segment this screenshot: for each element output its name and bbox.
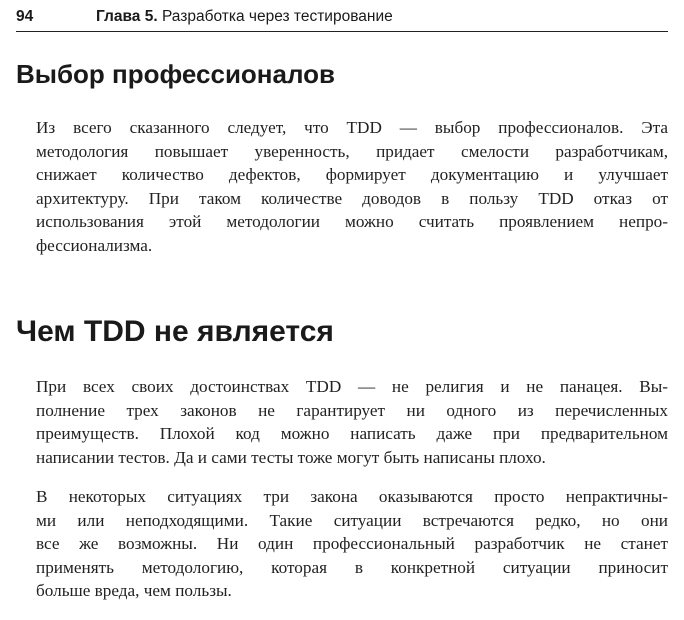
text-line: полнение трех законов не гарантирует ни одного из перечисленных xyxy=(36,400,668,420)
text-line: Из всего сказанного следует, что TDD — выбор профессионалов. Эта xyxy=(36,118,668,137)
text-line: В некоторых ситуациях три закона оказываются просто непрактичны- xyxy=(36,487,668,506)
paragraph-impractical-situations xyxy=(36,485,668,603)
paragraph-professionals-choice xyxy=(36,116,668,258)
text-line: написании тестов. Да и сами тесты тоже могут быть написаны плохо. xyxy=(36,447,546,467)
text-line: все же возможны. Ни один профессиональный разработчик не станет xyxy=(36,534,668,554)
text-line: преимуществ. Плохой код можно написать даже при предварительном xyxy=(36,424,668,444)
text-line: применять методологию, которая в конкретной ситуации приносит xyxy=(36,557,668,577)
text-line: фессионализма. xyxy=(36,235,153,255)
text-line: При всех своих достоинствах TDD — не религия и не панацея. Вы- xyxy=(36,377,668,396)
paragraph-tdd-not-religion xyxy=(36,375,668,469)
text-line: архитектуру. При таком количестве доводов в пользу TDD отказ от xyxy=(36,188,668,208)
chapter-label: Глава 5. xyxy=(96,8,158,25)
chapter-title: Разработка через тестирование xyxy=(161,8,393,25)
text-line: снижает количество дефектов, формирует документацию и улучшает xyxy=(36,165,668,185)
text-line: больше вреда, чем пользы. xyxy=(36,581,232,601)
running-header xyxy=(16,6,668,30)
text-line: ми или неподходящими. Такие ситуации встречаются редко, но они xyxy=(36,510,668,530)
text-line: методология повышает уверенность, придает смелости разработчикам, xyxy=(36,141,668,161)
section-title-what-tdd-is-not: Чем TDD не является xyxy=(16,315,334,348)
page-number: 94 xyxy=(16,8,34,25)
header-rule xyxy=(16,31,668,32)
text-line: использования этой методологии можно считать проявлением непро- xyxy=(36,212,668,232)
section-title-professionals-choice: Выбор профессионалов xyxy=(16,59,336,89)
